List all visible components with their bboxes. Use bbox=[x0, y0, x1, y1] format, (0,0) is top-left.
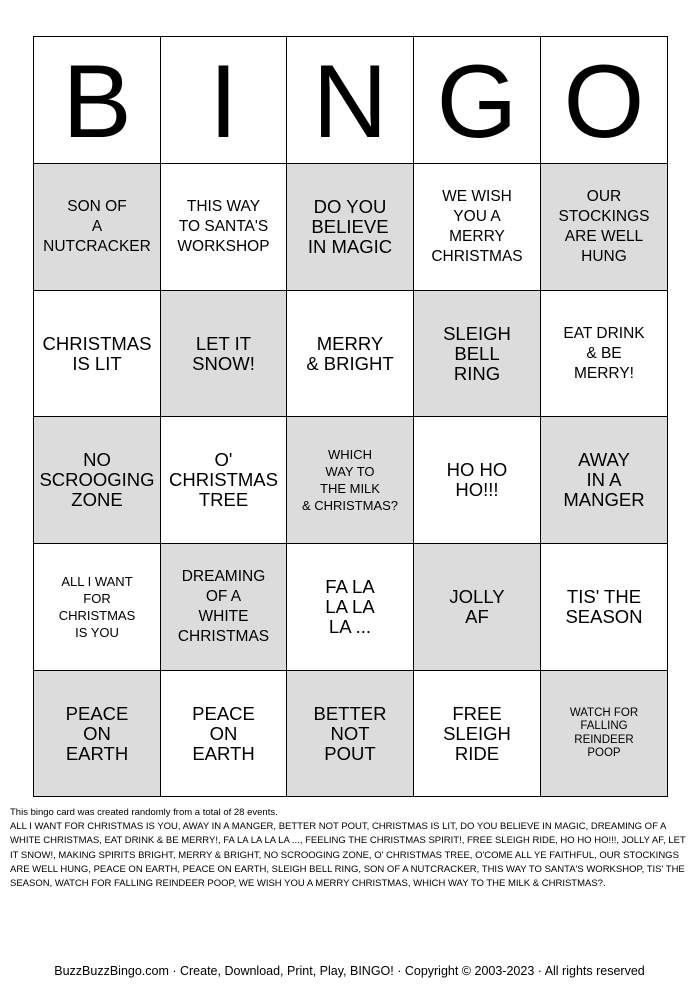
bingo-cell: NO SCROOGING ZONE bbox=[34, 417, 161, 544]
bingo-cell: FREE SLEIGH RIDE bbox=[414, 671, 541, 797]
bingo-cell: BETTER NOT POUT bbox=[287, 671, 414, 797]
bingo-cell: SON OF A NUTCRACKER bbox=[34, 164, 161, 291]
bingo-cell: THIS WAY TO SANTA'S WORKSHOP bbox=[161, 164, 287, 291]
header-cell-o: O bbox=[541, 37, 668, 164]
bingo-cell: MERRY & BRIGHT bbox=[287, 291, 414, 417]
header-cell-i: I bbox=[161, 37, 287, 164]
footer: BuzzBuzzBingo.com · Create, Download, Print, Play, BINGO! · Copyright © 2003-2023 · All rights reserved bbox=[54, 964, 645, 978]
bingo-cell: ALL I WANT FOR CHRISTMAS IS YOU bbox=[34, 544, 161, 671]
bingo-cell: TIS' THE SEASON bbox=[541, 544, 668, 671]
bingo-cell: O' CHRISTMAS TREE bbox=[161, 417, 287, 544]
bingo-cell: DREAMING OF A WHITE CHRISTMAS bbox=[161, 544, 287, 671]
bingo-cell: PEACE ON EARTH bbox=[34, 671, 161, 797]
note-events: ALL I WANT FOR CHRISTMAS IS YOU, AWAY IN A MANGER, BETTER NOT POUT, CHRISTMAS IS LIT, DO YOU BELIEVE IN MAGIC, DREAMING OF A WHITE CHRISTMAS, EAT DRINK & BE MERRY!, FA LA LA LA LA ..., FEELING THE CHRISTMAS SPIRIT!, FREE SLEIGH RIDE, HO HO HO!!!, JOLLY AF, LET IT SNOW!, MAKING SPIRITS BRIGHT, MERRY & BRIGHT, NO SCROOGING ZONE, O' CHRISTMAS TREE, O'COME ALL YE FAITHFUL, OUR STOCKINGS ARE WELL HUNG, PEACE ON EARTH, PEACE ON EARTH, SLEIGH BELL RING, SON OF A NUTCRACKER, THIS WAY TO SANTA'S WORKSHOP, TIS' THE SEASON, WATCH FOR FALLING REINDEER POOP, WE WISH YOU A MERRY CHRISTMAS, WHICH WAY TO THE MILK & CHRISTMAS?. bbox=[10, 821, 686, 890]
bingo-cell: FA LA LA LA LA ... bbox=[287, 544, 414, 671]
bingo-cell: LET IT SNOW! bbox=[161, 291, 287, 417]
bingo-cell: DO YOU BELIEVE IN MAGIC bbox=[287, 164, 414, 291]
bingo-cell: SLEIGH BELL RING bbox=[414, 291, 541, 417]
bingo-cell: CHRISTMAS IS LIT bbox=[34, 291, 161, 417]
bingo-cell: EAT DRINK & BE MERRY! bbox=[541, 291, 668, 417]
bingo-cell: AWAY IN A MANGER bbox=[541, 417, 668, 544]
bingo-cell: HO HO HO!!! bbox=[414, 417, 541, 544]
header-cell-b: B bbox=[34, 37, 161, 164]
bingo-cell: OUR STOCKINGS ARE WELL HUNG bbox=[541, 164, 668, 291]
note-intro: This bingo card was created randomly from a total of 28 events. bbox=[10, 807, 278, 818]
bingo-card bbox=[33, 36, 668, 797]
bingo-cell: WATCH FOR FALLING REINDEER POOP bbox=[541, 671, 668, 797]
header-cell-n: N bbox=[287, 37, 414, 164]
bingo-cell: WHICH WAY TO THE MILK & CHRISTMAS? bbox=[287, 417, 414, 544]
bingo-cell: PEACE ON EARTH bbox=[161, 671, 287, 797]
event-list-note bbox=[10, 806, 690, 891]
bingo-cell: JOLLY AF bbox=[414, 544, 541, 671]
bingo-cell: WE WISH YOU A MERRY CHRISTMAS bbox=[414, 164, 541, 291]
header-cell-g: G bbox=[414, 37, 541, 164]
